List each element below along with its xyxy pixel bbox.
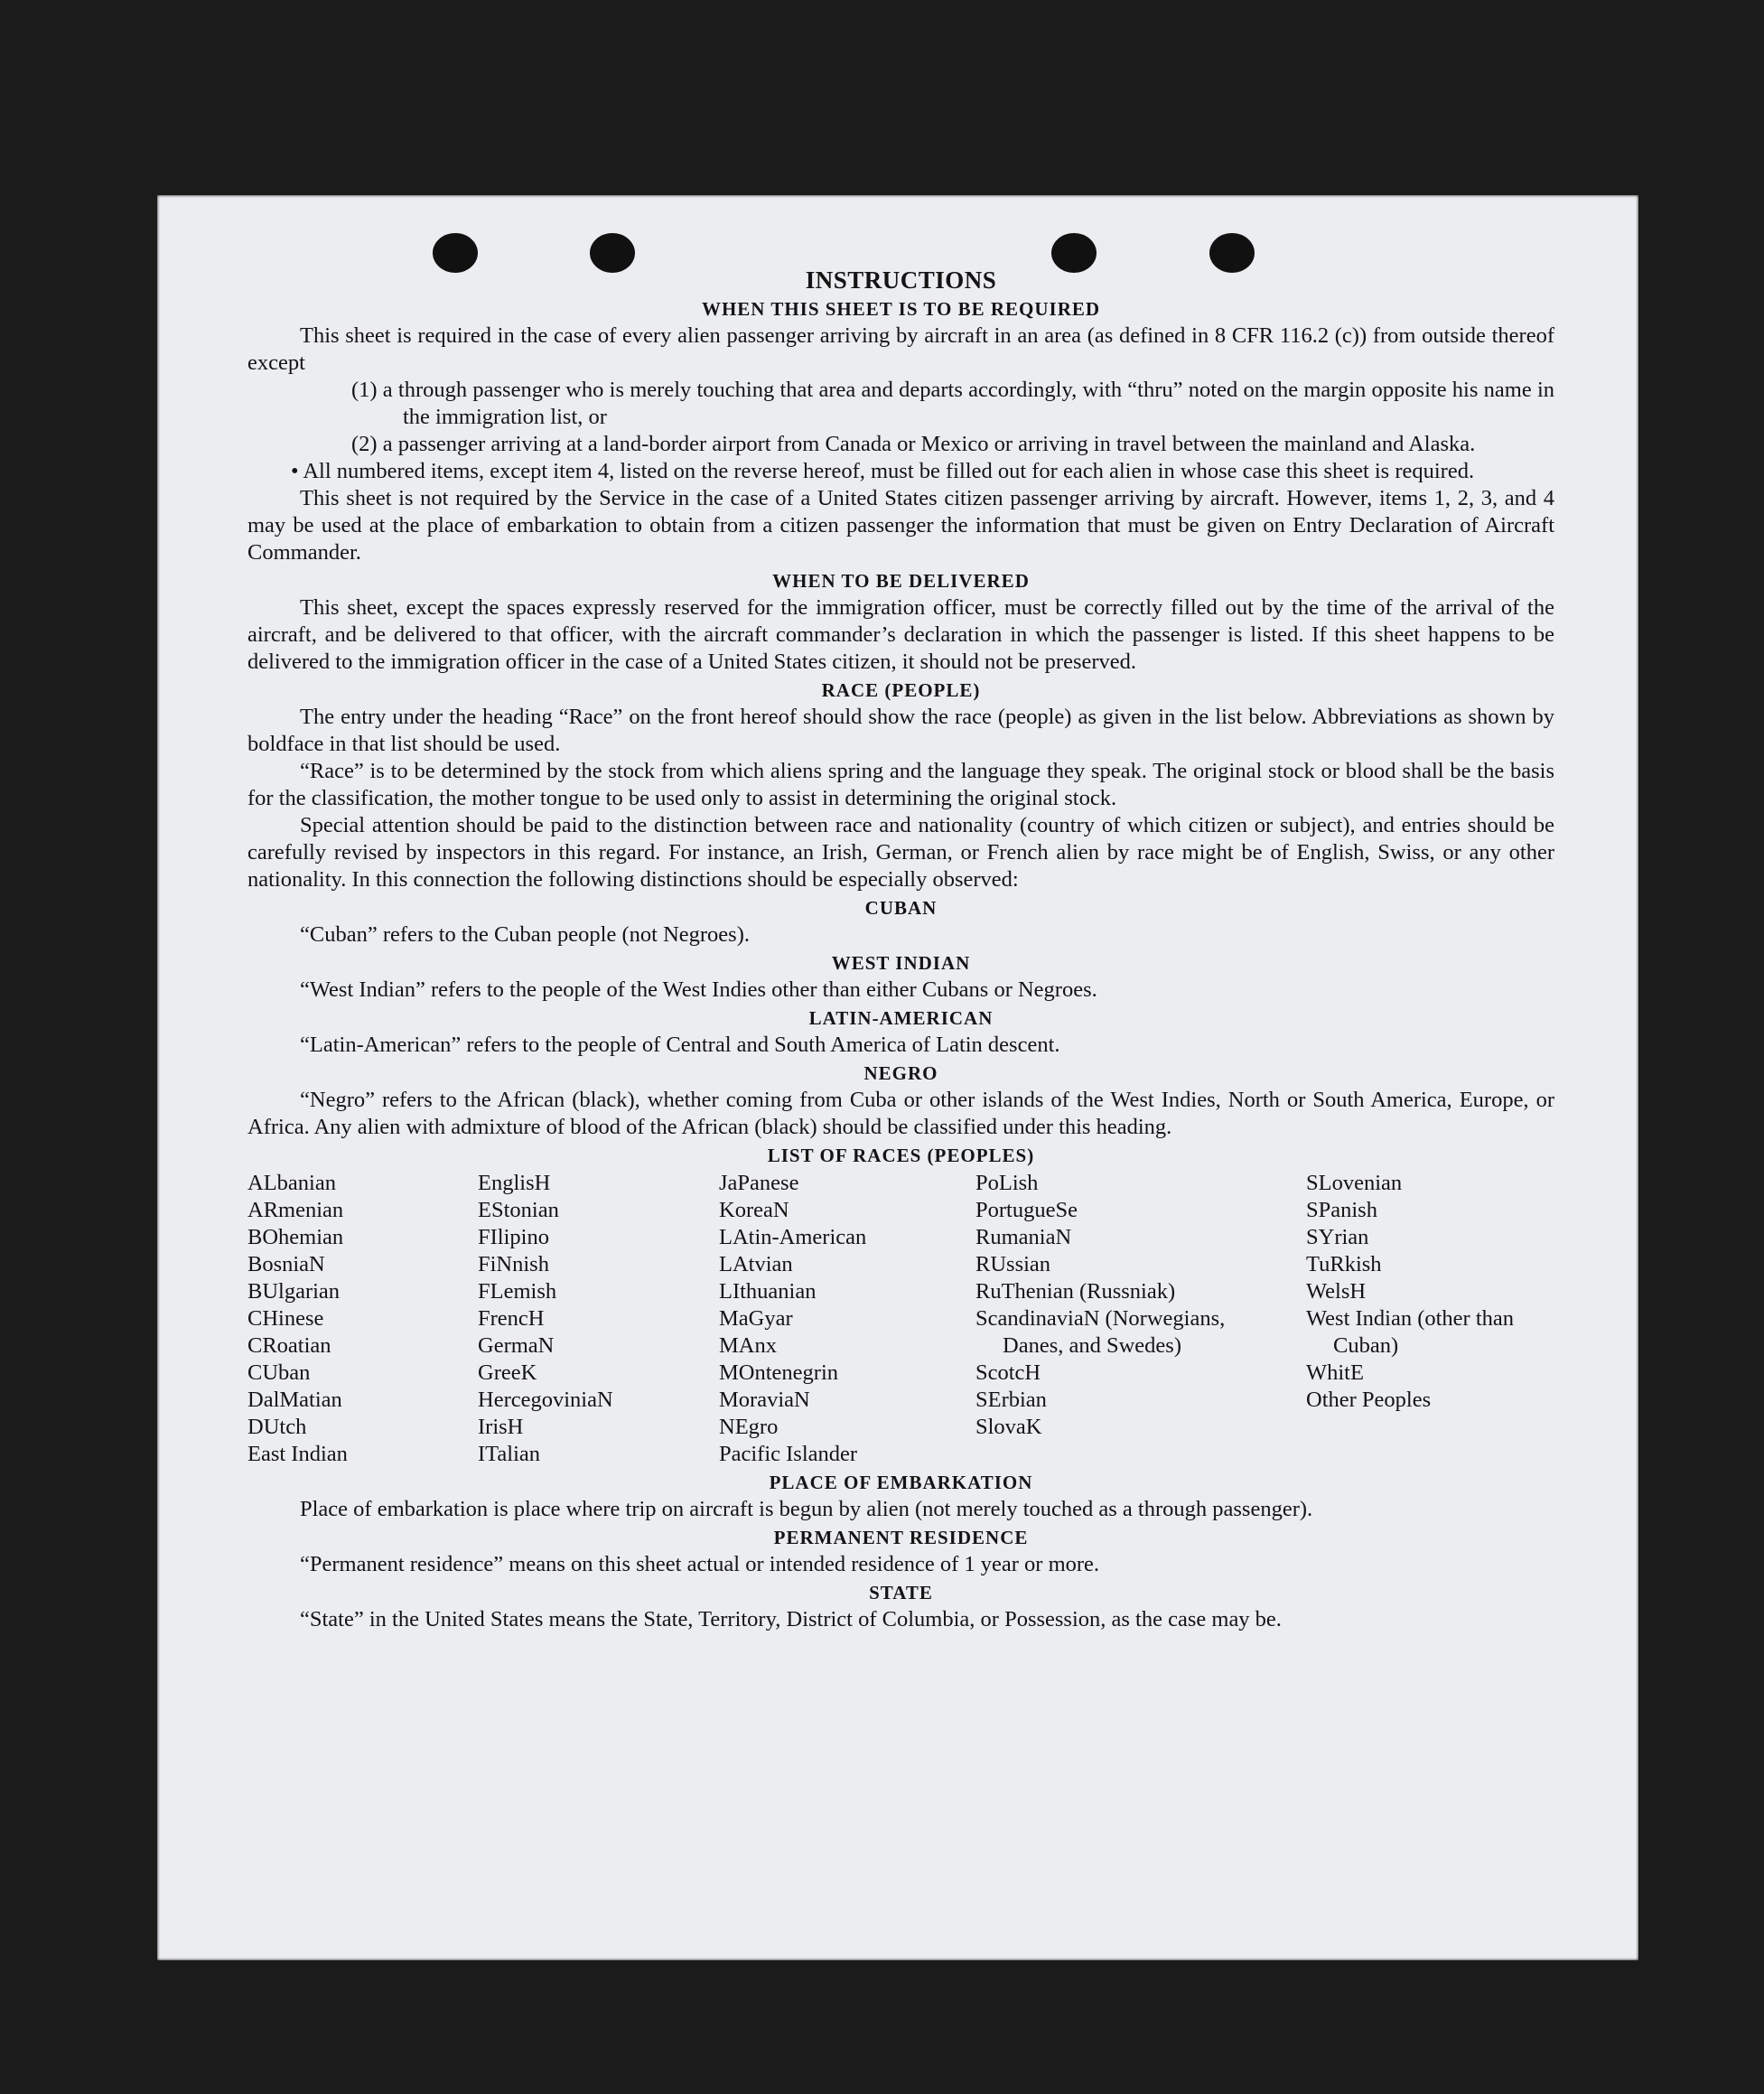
race-entry: JaPanese — [719, 1171, 799, 1195]
numbered-items-text: All numbered items, except item 4, listed on the reverse hereof, must be filled out for each alien in whose case this sheet is required. — [303, 459, 1475, 483]
race-entry: CRoatian — [247, 1333, 331, 1358]
race-entry: ScandinaviaN (Norwegians, Danes, and Swedes) — [975, 1306, 1226, 1358]
race-entry: ARmenian — [247, 1198, 344, 1222]
west-indian-text: “West Indian” refers to the people of the West Indies other than either Cubans or Negroes. — [300, 977, 1097, 1002]
punch-hole — [1051, 233, 1097, 273]
page-title: INSTRUCTIONS — [805, 266, 997, 294]
race-entry: MoraviaN — [719, 1388, 810, 1412]
required-intro: This sheet is required in the case of every alien passenger arriving by aircraft in an area (as defined in 8 CFR 116.2 (c)) from outside thereof except — [247, 323, 1554, 375]
heading-state: STATE — [869, 1582, 933, 1603]
race-entry: RuThenian (Russniak) — [975, 1279, 1176, 1304]
punch-hole — [1209, 233, 1255, 273]
race-entry: DUtch — [247, 1415, 307, 1439]
heading-latin-american: LATIN-AMERICAN — [808, 1007, 994, 1029]
race-entry: LIthuanian — [719, 1279, 817, 1304]
race-entry: MaGyar — [719, 1306, 793, 1331]
citizen-note: This sheet is not required by the Service in the case of a United States citizen passenger arriving by aircraft. However, items 1, 2, 3, and 4 may be used at the place of embarkation to obtain from a citizen passenger the information that must be given on Entry Declaration of Aircraft Commander. — [247, 486, 1554, 565]
race-paragraph: The entry under the heading “Race” on the front hereof should show the race (people) as given in the list below. Abbreviations as shown by boldface in that list should be used. — [247, 705, 1554, 756]
race-entry: LAtvian — [719, 1252, 793, 1276]
heading-west-indian: WEST INDIAN — [831, 952, 971, 974]
race-column — [247, 1170, 478, 1468]
race-entry: ALbanian — [247, 1171, 336, 1195]
race-list — [247, 1170, 1554, 1468]
exception-item: (2) a passenger arriving at a land-border airport from Canada or Mexico or arriving in travel between the mainland and Alaska. — [351, 432, 1476, 456]
race-entry: BOhemian — [247, 1225, 344, 1249]
race-entry: BUlgarian — [247, 1279, 341, 1304]
cuban-text: “Cuban” refers to the Cuban people (not Negroes). — [300, 922, 750, 947]
race-column — [478, 1170, 719, 1468]
race-entry: West Indian (other than Cuban) — [1306, 1306, 1515, 1358]
race-entry: Other Peoples — [1306, 1388, 1432, 1412]
race-entry: PortugueSe — [975, 1198, 1078, 1222]
race-entry: WhitE — [1306, 1360, 1364, 1385]
heading-list-of-races: LIST OF RACES (PEOPLES) — [767, 1145, 1035, 1166]
race-entry: SlovaK — [975, 1415, 1042, 1439]
heading-delivered: WHEN TO BE DELIVERED — [772, 570, 1030, 592]
race-entry: SPanish — [1306, 1198, 1377, 1222]
race-entry: KoreaN — [719, 1198, 789, 1222]
race-entry: SYrian — [1306, 1225, 1369, 1249]
race-column — [975, 1170, 1306, 1468]
punch-hole — [590, 233, 635, 273]
race-column — [719, 1170, 975, 1468]
latin-american-text: “Latin-American” refers to the people of Central and South America of Latin descent. — [300, 1033, 1060, 1057]
race-paragraph: Special attention should be paid to the distinction between race and nationality (country of which citizen or subject), and entries should be carefully revised by inspectors in this regard. For instance, an Irish, German, or French alien by race might be of English, Swiss, or any other nationality. In this connection the following distinctions should be especially observed: — [247, 813, 1554, 892]
race-entry: RumaniaN — [975, 1225, 1072, 1249]
race-entry: MOntenegrin — [719, 1360, 838, 1385]
race-entry: FiNnish — [478, 1252, 549, 1276]
race-entry: DalMatian — [247, 1388, 342, 1412]
race-entry: Pacific Islander — [719, 1442, 858, 1466]
race-entry: MAnx — [719, 1333, 777, 1358]
race-entry: HercegoviniaN — [478, 1388, 613, 1412]
race-entry: TuRkish — [1306, 1252, 1382, 1276]
numbered-items-note — [247, 458, 1554, 485]
race-entry: ITalian — [478, 1442, 541, 1466]
state-text: “State” in the United States means the State, Territory, District of Columbia, or Possession, as the case may be. — [300, 1607, 1282, 1631]
race-entry: SErbian — [975, 1388, 1047, 1412]
negro-text: “Negro” refers to the African (black), whether coming from Cuba or other islands of the West Indies, North or South America, Europe, or Africa. Any alien with admixture of blood of the African (black) should be classified under this heading. — [247, 1088, 1554, 1139]
race-entry: CUban — [247, 1360, 311, 1385]
heading-required: WHEN THIS SHEET IS TO BE REQUIRED — [701, 298, 1101, 320]
heading-cuban: CUBAN — [864, 897, 938, 919]
exception-item: (1) a through passenger who is merely touching that area and departs accordingly, with “thru” noted on the margin opposite his name in the immigration list, or — [351, 378, 1554, 429]
race-entry: GermaN — [478, 1333, 555, 1358]
delivered-text: This sheet, except the spaces expressly reserved for the immigration officer, must be correctly filled out by the time of the arrival of the aircraft, and be delivered to that officer, with the aircraft commander’s declaration in which the passenger is listed. If this sheet happens to be delivered to the immigration officer in the case of a United States citizen, it should not be preserved. — [247, 595, 1554, 674]
heading-negro: NEGRO — [863, 1062, 938, 1084]
race-entry: IrisH — [478, 1415, 524, 1439]
residence-text: “Permanent residence” means on this sheet actual or intended residence of 1 year or more. — [300, 1552, 1100, 1576]
punch-hole — [433, 233, 478, 273]
race-paragraph: “Race” is to be determined by the stock from which aliens spring and the language they speak. The original stock or blood shall be the basis for the classification, the mother tongue to be used only to assist in determining the original stock. — [247, 759, 1554, 810]
race-entry: RUssian — [975, 1252, 1051, 1276]
heading-embarkation: PLACE OF EMBARKATION — [769, 1472, 1033, 1493]
embarkation-text: Place of embarkation is place where trip on aircraft is begun by alien (not merely touched as a through passenger). — [300, 1497, 1313, 1521]
race-entry: PoLish — [975, 1171, 1039, 1195]
race-entry: CHinese — [247, 1306, 324, 1331]
race-entry: GreeK — [478, 1360, 537, 1385]
instruction-sheet — [157, 195, 1638, 1960]
race-entry: FrencH — [478, 1306, 545, 1331]
race-column — [1306, 1170, 1536, 1468]
race-entry: EnglisH — [478, 1171, 551, 1195]
bullet-mark: • — [291, 459, 299, 483]
race-entry: FLemish — [478, 1279, 557, 1304]
race-entry: SLovenian — [1306, 1171, 1403, 1195]
race-entry: East Indian — [247, 1442, 348, 1466]
race-entry: NEgro — [719, 1415, 779, 1439]
race-entry: LAtin-American — [719, 1225, 867, 1249]
heading-residence: PERMANENT RESIDENCE — [773, 1527, 1029, 1548]
race-entry: ScotcH — [975, 1360, 1041, 1385]
race-entry: FIlipino — [478, 1225, 549, 1249]
heading-race: RACE (PEOPLE) — [821, 679, 981, 701]
race-entry: EStonian — [478, 1198, 559, 1222]
race-entry: BosniaN — [247, 1252, 325, 1276]
race-entry: WelsH — [1306, 1279, 1367, 1304]
